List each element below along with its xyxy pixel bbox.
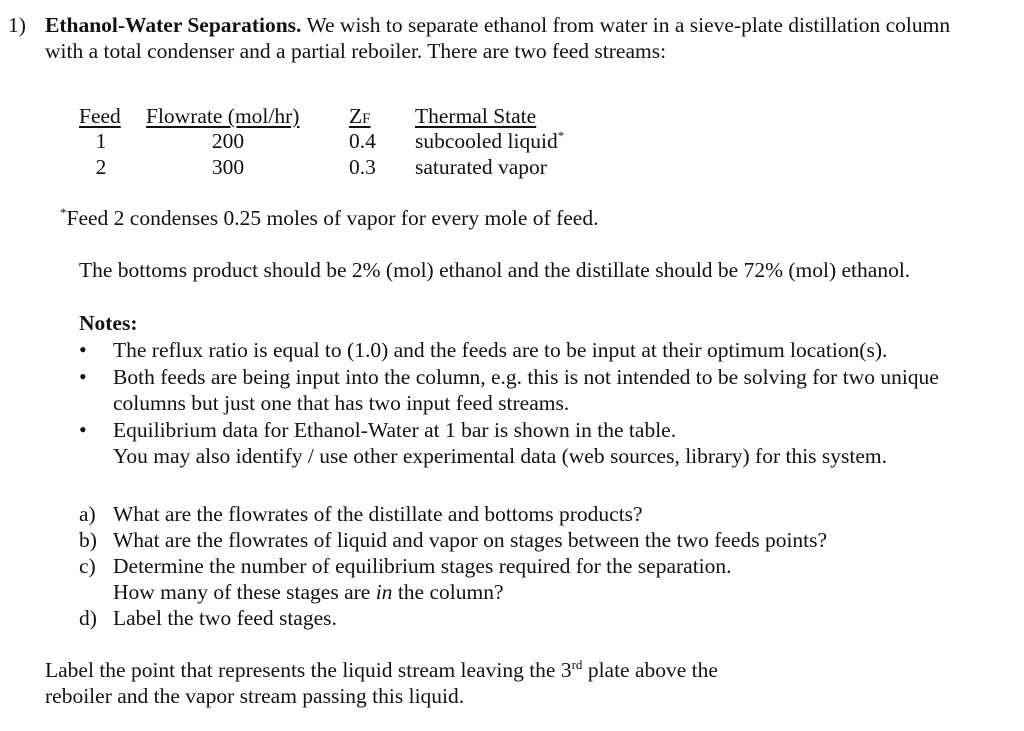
header-thermal: Thermal State (415, 104, 537, 128)
header-z-sub: F (362, 111, 371, 127)
row1-footnote-mark: * (557, 127, 565, 143)
header-flowrate: Flowrate (mol/hr) (146, 104, 300, 128)
note-2-line1: Both feeds are being input into the column, e.g. this is not intended to be solving for two unique (113, 365, 939, 389)
footnote (60, 205, 598, 231)
note-2-line2: columns but just one that has two input feed streams. (113, 391, 570, 415)
question-c-text: Determine the number of equilibrium stages required for the separation. (113, 554, 732, 578)
problem-intro-text: We wish to separate ethanol from water in a sieve-plate distillation column (306, 13, 951, 37)
question-b-text: What are the flowrates of liquid and vapor on stages between the two feeds points? (113, 528, 828, 552)
row2-thermal: saturated vapor (415, 155, 547, 179)
question-a-label: a) (79, 502, 96, 526)
question-c-label: c) (79, 554, 96, 578)
footnote-mark: * (60, 204, 67, 220)
row2-flowrate: 300 (211, 155, 245, 179)
question-c-line2-pre: How many of these stages are (113, 580, 376, 604)
question-d-text: Label the two feed stages. (113, 606, 337, 630)
final-line1-post: plate above the (582, 658, 718, 682)
note-1-line1: The reflux ratio is equal to (1.0) and the feeds are to be input at their optimum location(s). (113, 338, 888, 362)
question-b-label: b) (79, 528, 97, 552)
row1-z: 0.4 (349, 129, 376, 153)
row1-feed: 1 (95, 129, 107, 153)
header-feed: Feed (79, 104, 121, 128)
header-z-main: Z (349, 104, 363, 128)
bullet-icon: • (79, 417, 87, 442)
final-line2: reboiler and the vapor stream passing this liquid. (45, 684, 465, 708)
note-3-line2: You may also identify / use other experimental data (web sources, library) for this system. (113, 444, 888, 468)
row1-thermal-text: subcooled liquid (415, 129, 558, 153)
problem-number: 1) (8, 13, 26, 37)
final-line1-pre: Label the point that represents the liquid stream leaving the 3 (45, 658, 572, 682)
question-a-text: What are the flowrates of the distillate and bottoms products? (113, 502, 643, 526)
final-line1-sup: rd (571, 656, 583, 672)
notes-heading: Notes: (79, 311, 138, 335)
row1-thermal (415, 128, 564, 154)
final-line1 (45, 657, 718, 683)
problem-title: Ethanol-Water Separations. (45, 13, 302, 37)
footnote-text: Feed 2 condenses 0.25 moles of vapor for every mole of feed. (66, 206, 599, 230)
bullet-icon: • (79, 364, 87, 389)
problem-intro-line2: with a total condenser and a partial reboiler. There are two feed streams: (45, 39, 667, 63)
problem-intro-line1 (45, 12, 950, 38)
bullet-icon: • (79, 337, 87, 362)
question-d-label: d) (79, 606, 97, 630)
row2-feed: 2 (95, 155, 107, 179)
note-3-line1: Equilibrium data for Ethanol-Water at 1 bar is shown in the table. (113, 418, 677, 442)
product-spec: The bottoms product should be 2% (mol) ethanol and the distillate should be 72% (mol) ethanol. (79, 258, 911, 282)
question-c-line2-post: the column? (392, 580, 504, 604)
row1-flowrate: 200 (211, 129, 245, 153)
question-c-line2 (113, 579, 504, 605)
question-c-line2-em: in (375, 580, 393, 604)
row2-z: 0.3 (349, 155, 376, 179)
